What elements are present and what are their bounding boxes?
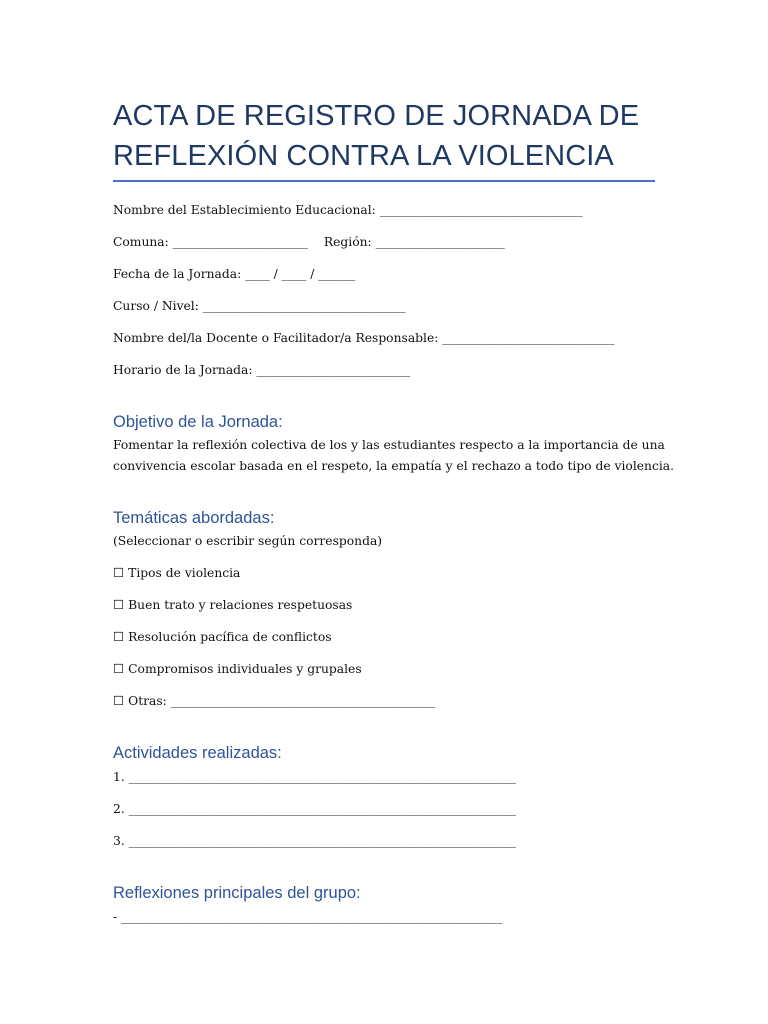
actividad-item-1[interactable]: 1. _______________________________________________________________ [113,770,516,784]
checkbox-icon[interactable]: ☐ [113,629,125,644]
objetivo-paragraph [113,435,673,477]
objetivo-line-1: Fomentar la reflexión colectiva de los y las estudiantes respecto a la importancia de una [113,438,665,452]
checkbox-icon[interactable]: ☐ [113,597,125,612]
title-line-1: ACTA DE REGISTRO DE JORNADA DE [113,100,640,132]
field-region[interactable]: Región: _____________________ [323,235,505,249]
title-underline-rule [113,180,655,182]
field-establecimiento[interactable]: Nombre del Establecimiento Educacional: _________________________________ [113,203,583,217]
checkbox-option-otras[interactable] [113,693,435,709]
checkbox-label: Tipos de violencia [128,566,241,580]
document-title [113,96,673,176]
heading-tematicas: Temáticas abordadas: [113,509,275,527]
title-line-2: REFLEXIÓN CONTRA LA VIOLENCIA [113,140,614,172]
field-fecha[interactable]: Fecha de la Jornada: ____ / ____ / ______ [113,267,356,281]
heading-objetivo: Objetivo de la Jornada: [113,413,283,431]
checkbox-option-compromisos[interactable] [113,661,362,677]
tematicas-instruction: (Seleccionar o escribir según corresponda) [113,534,383,548]
checkbox-option-resolucion[interactable] [113,629,332,645]
field-curso[interactable]: Curso / Nivel: _________________________________ [113,299,406,313]
checkbox-label[interactable]: Otras: ___________________________________________ [128,694,436,708]
field-comuna-region [113,234,505,250]
field-comuna[interactable]: Comuna: ______________________ [113,235,308,249]
actividad-item-2[interactable]: 2. _______________________________________________________________ [113,802,516,816]
field-docente[interactable]: Nombre del/la Docente o Facilitador/a Responsable: ____________________________ [113,331,615,345]
field-horario[interactable]: Horario de la Jornada: _________________________ [113,363,411,377]
objetivo-line-2: convivencia escolar basada en el respeto, la empatía y el rechazo a todo tipo de violencia. [113,459,675,473]
actividad-item-3[interactable]: 3. _______________________________________________________________ [113,834,516,848]
checkbox-label: Compromisos individuales y grupales [128,662,362,676]
checkbox-icon[interactable]: ☐ [113,661,125,676]
checkbox-icon[interactable]: ☐ [113,565,125,580]
checkbox-label: Buen trato y relaciones respetuosas [128,598,353,612]
reflexion-item-1[interactable]: - ______________________________________________________________ [113,910,503,924]
heading-actividades: Actividades realizadas: [113,744,282,762]
checkbox-icon[interactable]: ☐ [113,693,125,708]
checkbox-label: Resolución pacífica de conflictos [128,630,332,644]
heading-reflexiones: Reflexiones principales del grupo: [113,884,361,902]
checkbox-option-buen-trato[interactable] [113,597,352,613]
checkbox-option-tipos[interactable] [113,565,240,581]
